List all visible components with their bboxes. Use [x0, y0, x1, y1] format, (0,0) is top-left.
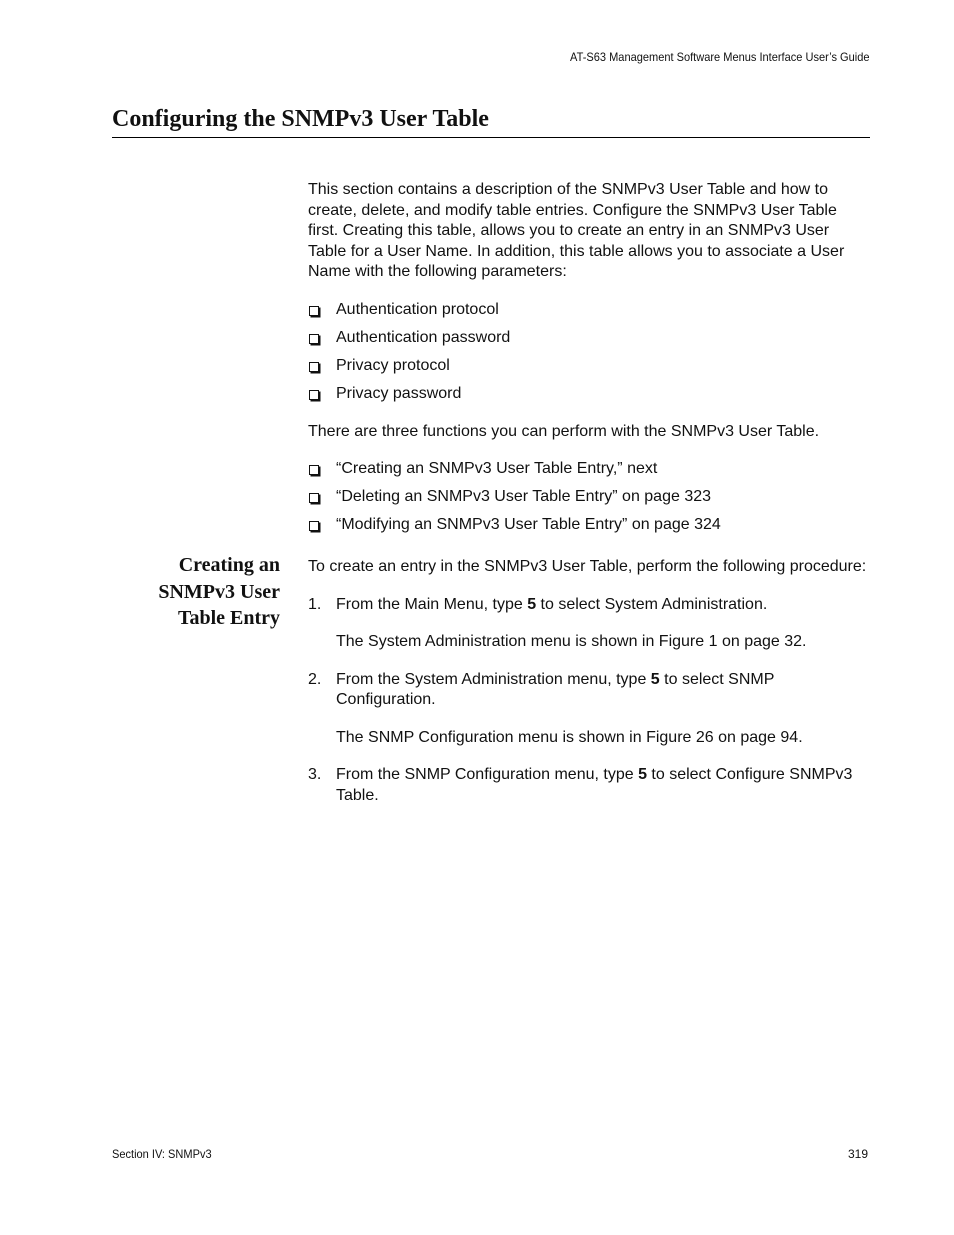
checkbox-bullet-icon	[309, 306, 319, 316]
list-item: Authentication protocol	[308, 300, 870, 328]
list-item: “Creating an SNMPv3 User Table Entry,” next	[308, 459, 870, 487]
list-item: “Modifying an SNMPv3 User Table Entry” on page 324	[308, 515, 870, 543]
list-item: Privacy password	[308, 384, 870, 412]
checkbox-bullet-icon	[309, 465, 319, 475]
procedure-steps	[308, 595, 870, 807]
intro-block	[308, 180, 870, 543]
running-header: AT-S63 Management Software Menus Interface User’s Guide	[569, 50, 869, 64]
parameter-list	[308, 300, 870, 412]
footer-page-number: 319	[847, 1147, 868, 1161]
procedure-intro: To create an entry in the SNMPv3 User Table, perform the following procedure:	[308, 558, 867, 575]
checkbox-bullet-icon	[309, 493, 319, 503]
footer-section-label: Section IV: SNMPv3	[112, 1147, 212, 1161]
procedure-step: 1. From the Main Menu, type 5 to select System Administration. The System Administration menu is shown in Figure 1 on page 32.	[308, 595, 870, 653]
list-item: Authentication password	[308, 328, 870, 356]
procedure-block	[308, 557, 870, 806]
procedure-step: 2. From the System Administration menu, type 5 to select SNMP Configuration. The SNMP Configuration menu is shown in Figure 26 on page 94.	[308, 670, 870, 749]
step-note: The System Administration menu is shown in Figure 1 on page 32.	[336, 633, 807, 650]
procedure-step: 3. From the SNMP Configuration menu, type 5 to select Configure SNMPv3 Table.	[308, 766, 853, 804]
checkbox-bullet-icon	[309, 362, 319, 372]
function-list	[308, 459, 870, 543]
section-title: Configuring the SNMPv3 User Table	[112, 106, 870, 138]
intro-paragraph: This section contains a description of the SNMPv3 User Table and how to create, delete, and modify table entries. Configure the SNMPv3 User Table first. Creating this table, allows you to create an entry in an SNMPv3 User Table for a User Name. In addition, this table allows you to associate a User Name with the following parameters:	[308, 181, 845, 280]
list-item: Privacy protocol	[308, 356, 870, 384]
checkbox-bullet-icon	[309, 390, 319, 400]
functions-intro: There are three functions you can perform with the SNMPv3 User Table.	[308, 422, 820, 440]
subsection-heading: Creating an SNMPv3 User Table Entry	[158, 554, 280, 629]
list-item: “Deleting an SNMPv3 User Table Entry” on page 323	[308, 487, 870, 515]
checkbox-bullet-icon	[309, 521, 319, 531]
step-note: The SNMP Configuration menu is shown in Figure 26 on page 94.	[336, 728, 803, 746]
checkbox-bullet-icon	[309, 334, 319, 344]
